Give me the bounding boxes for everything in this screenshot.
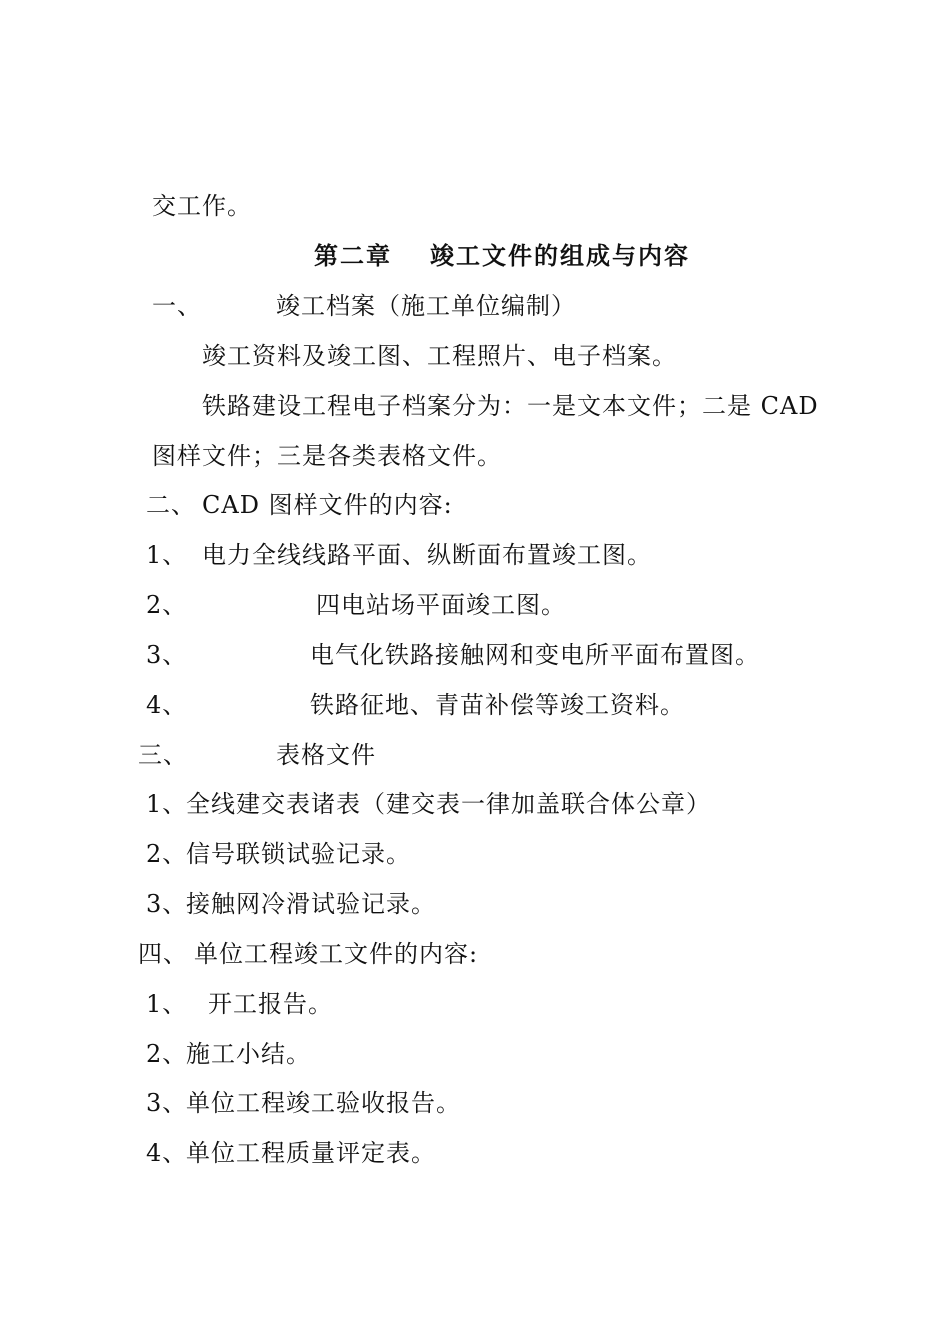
- section-3-item-2-text: 信号联锁试验记录。: [186, 840, 411, 868]
- section-1-paragraph-1: 竣工资料及竣工图、工程照片、电子档案。: [202, 342, 677, 370]
- section-2-item-2-number: 2、: [146, 591, 188, 619]
- section-2-item-1-number: 1、: [146, 541, 188, 569]
- section-1-title: 竣工档案（施工单位编制）: [276, 292, 576, 320]
- section-2-title: CAD 图样文件的内容:: [202, 491, 453, 519]
- section-3-item-3-text: 接触网冷滑试验记录。: [186, 890, 436, 918]
- section-4-title: 单位工程竣工文件的内容:: [194, 940, 479, 968]
- section-2-item-4-text: 铁路征地、青苗补偿等竣工资料。: [310, 691, 685, 719]
- section-3-item-2-number: 2、: [146, 840, 188, 868]
- section-4-item-4-number: 4、: [146, 1139, 188, 1167]
- section-3-item-3-number: 3、: [146, 890, 188, 918]
- chapter-number: 第二章: [314, 242, 392, 270]
- chapter-title: 竣工文件的组成与内容: [430, 242, 690, 270]
- section-4-item-2-text: 施工小结。: [186, 1040, 311, 1068]
- section-2-item-4-number: 4、: [146, 691, 188, 719]
- continuation-text: 交工作。: [152, 192, 252, 220]
- section-2-item-3-number: 3、: [146, 641, 188, 669]
- section-3-marker: 三、: [138, 741, 188, 769]
- section-1-paragraph-2-line-1: 铁路建设工程电子档案分为：一是文本文件；二是 CAD: [202, 392, 819, 420]
- section-4-item-1-text: 开工报告。: [208, 990, 333, 1018]
- section-4-marker: 四、: [138, 940, 188, 968]
- section-3-title: 表格文件: [276, 741, 376, 769]
- section-3-item-1-number: 1、: [146, 790, 188, 818]
- section-4-item-4-text: 单位工程质量评定表。: [186, 1139, 436, 1167]
- section-4-item-2-number: 2、: [146, 1040, 188, 1068]
- section-4-item-3-number: 3、: [146, 1089, 188, 1117]
- section-2-item-3-text: 电气化铁路接触网和变电所平面布置图。: [310, 641, 760, 669]
- section-2-item-1-text: 电力全线线路平面、纵断面布置竣工图。: [202, 541, 652, 569]
- section-1-paragraph-2-line-2: 图样文件；三是各类表格文件。: [152, 442, 502, 470]
- section-4-item-3-text: 单位工程竣工验收报告。: [186, 1089, 461, 1117]
- section-3-item-1-text: 全线建交表诸表（建交表一律加盖联合体公章）: [186, 790, 711, 818]
- section-2-item-2-text: 四电站场平面竣工图。: [316, 591, 566, 619]
- section-2-marker: 二、: [146, 491, 196, 519]
- section-1-marker: 一、: [152, 292, 202, 320]
- section-4-item-1-number: 1、: [146, 990, 188, 1018]
